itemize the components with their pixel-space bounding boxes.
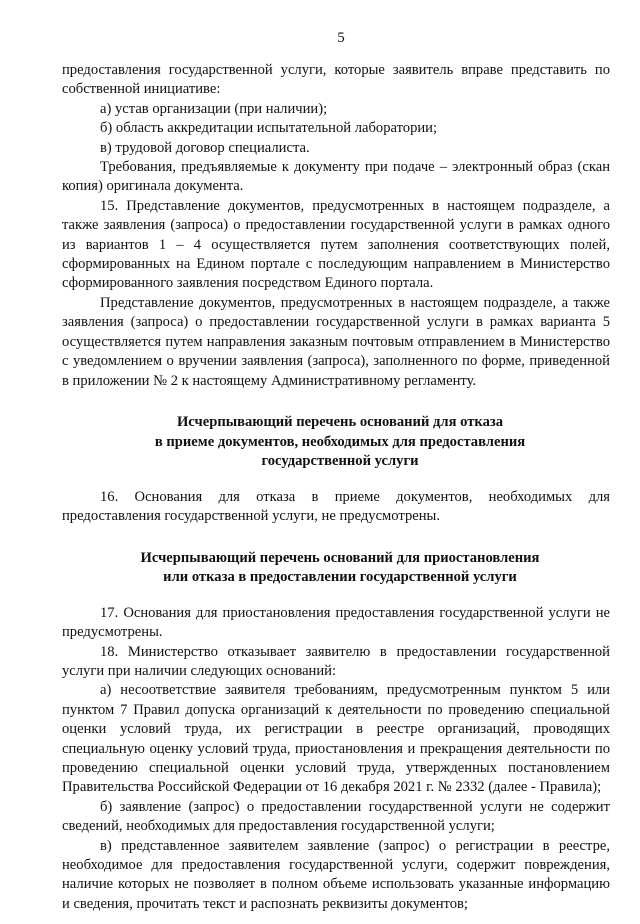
paragraph-intro: предоставления государственной услуги, которые заявитель вправе представить по собственной инициативе: [62,62,610,98]
list-item-a: а) устав организации (при наличии); [100,100,328,117]
section-heading-suspension-line1: Исчерпывающий перечень оснований для приостановления [140,549,540,566]
section-heading-refusal-docs-line3: государственной услуги [261,453,419,470]
paragraph-15: 15. Представление документов, предусмотренных в настоящем подразделе, а также заявления (запроса) о предоставлении государственной услуги в рамках одного из вариантов 1 – 4 осуществляется путем заполнения соответствующих полей, сформированных на Едином портале с последующим направлением в Министерство сформированного заявления посредством Единого портала. [62,197,610,292]
paragraph-18: 18. Министерство отказывает заявителю в предоставлении государственной услуги при наличии следующих оснований: [62,643,610,679]
paragraph-15-mail: Представление документов, предусмотренных в настоящем подразделе, а также заявления (запроса) о предоставлении государственной услуги в рамках варианта 5 осуществляется путем направления заказным почтовым отправлением в Министерство с уведомлением о вручении заявления (запроса), заполненного по форме, приведенной в приложении № 2 к настоящему Административному регламенту. [62,294,610,389]
list-item-c: в) трудовой договор специалиста. [100,139,310,156]
paragraph-16: 16. Основания для отказа в приеме документов, необходимых для предоставления государственной услуги, не предусмотрены. [62,488,610,525]
document-body [62,61,610,914]
section-heading-refusal-docs-line2: в приеме документов, необходимых для предоставления [154,433,526,450]
page-number: 5 [337,30,345,46]
paragraph-18c: в) представленное заявителем заявление (запрос) о регистрации в реестре, необходимое для предоставления государственной услуги, содержит повреждения, наличие которых не позволяет в полном объеме использовать указанные информацию и сведения, прочитать текст и распознать реквизиты документов; [62,837,610,912]
section-heading-suspension-line2: или отказа в предоставлении государственной услуги [163,569,517,586]
section-heading-refusal-docs-line1: Исчерпывающий перечень оснований для отказа [176,413,504,430]
paragraph-17: 17. Основания для приостановления предоставления государственной услуги не предусмотрены. [62,604,610,641]
list-item-b: б) область аккредитации испытательной лаборатории; [100,120,438,137]
paragraph-18b: б) заявление (запрос) о предоставлении государственной услуги не содержит сведений, необходимых для предоставления государственной услуги; [62,798,610,835]
paragraph-18a: а) несоответствие заявителя требованиям, предусмотренным пунктом 5 или пунктом 7 Правил допуска организаций к деятельности по проведению специальной оценки условий труда, их регистрации в реестре организаций, проводящих специальную оценку условий труда, приостановления и прекращения деятельности по проведению специальной оценки условий труда, утвержденных постановлением Правительства Российской Федерации от 16 декабря 2021 г. № 2332 (далее - Правила); [62,682,610,796]
paragraph-requirements: Требования, предъявляемые к документу при подаче – электронный образ (скан копия) оригинала документа. [62,159,610,195]
